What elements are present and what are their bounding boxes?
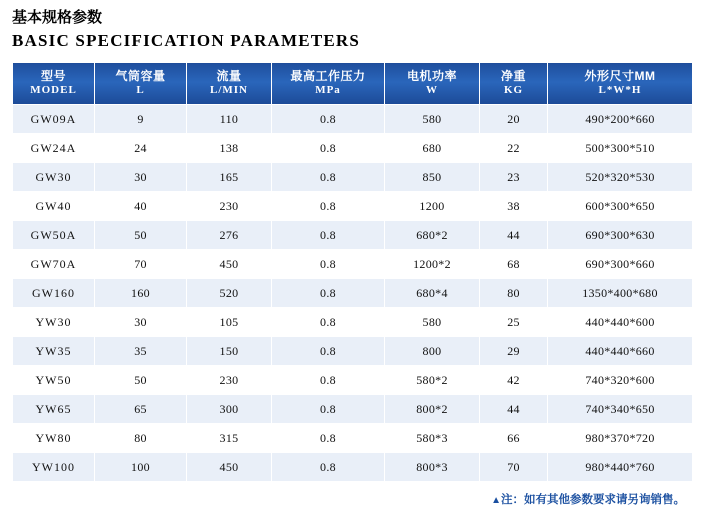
table-cell: 740*320*600 — [548, 366, 693, 395]
table-cell: 105 — [187, 308, 272, 337]
table-cell: 1200*2 — [385, 250, 480, 279]
column-header-model — [13, 63, 95, 105]
table-cell: 0.8 — [272, 163, 385, 192]
page-title-cn: 基本规格参数 — [12, 9, 103, 26]
cell-model: GW30 — [13, 163, 95, 192]
table-cell: 25 — [480, 308, 548, 337]
page-title-en: BASIC SPECIFICATION PARAMETERS — [12, 31, 361, 50]
table-cell: 160 — [95, 279, 187, 308]
table-row — [13, 192, 693, 221]
table-cell: 50 — [95, 366, 187, 395]
table-cell: 0.8 — [272, 366, 385, 395]
table-cell: 800*2 — [385, 395, 480, 424]
table-row — [13, 453, 693, 482]
table-cell: 50 — [95, 221, 187, 250]
column-header-flow-unit: L/MIN — [210, 84, 248, 96]
cell-model: GW40 — [13, 192, 95, 221]
table-cell: 440*440*660 — [548, 337, 693, 366]
table-cell: 600*300*650 — [548, 192, 693, 221]
column-header-flow — [187, 63, 272, 105]
table-cell: 70 — [95, 250, 187, 279]
table-cell: 9 — [95, 105, 187, 134]
table-cell: 980*370*720 — [548, 424, 693, 453]
table-cell: 20 — [480, 105, 548, 134]
table-cell: 680*2 — [385, 221, 480, 250]
table-cell: 690*300*660 — [548, 250, 693, 279]
triangle-icon: ▲ — [491, 495, 501, 506]
table-cell: 580*2 — [385, 366, 480, 395]
table-cell: 490*200*660 — [548, 105, 693, 134]
table-row — [13, 308, 693, 337]
table-row — [13, 279, 693, 308]
table-cell: 800 — [385, 337, 480, 366]
table-cell: 0.8 — [272, 221, 385, 250]
specification-table — [12, 62, 693, 482]
table-cell: 44 — [480, 395, 548, 424]
cell-model: YW65 — [13, 395, 95, 424]
table-cell: 23 — [480, 163, 548, 192]
table-cell: 110 — [187, 105, 272, 134]
table-cell: 680*4 — [385, 279, 480, 308]
table-cell: 38 — [480, 192, 548, 221]
cell-model: GW160 — [13, 279, 95, 308]
table-cell: 40 — [95, 192, 187, 221]
table-cell: 450 — [187, 453, 272, 482]
table-cell: 680 — [385, 134, 480, 163]
table-row — [13, 105, 693, 134]
table-cell: 230 — [187, 192, 272, 221]
column-header-model-en: MODEL — [30, 84, 77, 96]
cell-model: GW70A — [13, 250, 95, 279]
table-cell: 800*3 — [385, 453, 480, 482]
column-header-tank-capacity-unit: L — [136, 84, 145, 96]
table-cell: 580 — [385, 308, 480, 337]
column-header-net-weight-unit: KG — [503, 84, 524, 96]
cell-model: YW100 — [13, 453, 95, 482]
table-cell: 520*320*530 — [548, 163, 693, 192]
column-header-net-weight-cn: 净重 — [500, 69, 526, 83]
column-header-net-weight — [480, 63, 548, 105]
column-header-max-pressure-unit: MPa — [315, 84, 341, 96]
cell-model: YW35 — [13, 337, 95, 366]
table-row — [13, 221, 693, 250]
footnote-text: 注：如有其他参数要求请另询销售。 — [501, 494, 685, 506]
column-header-dimensions-cn: 外形尺寸MM — [584, 69, 656, 83]
table-cell: 165 — [187, 163, 272, 192]
table-cell: 690*300*630 — [548, 221, 693, 250]
table-row — [13, 424, 693, 453]
table-cell: 29 — [480, 337, 548, 366]
table-cell: 80 — [95, 424, 187, 453]
table-cell: 0.8 — [272, 250, 385, 279]
table-cell: 0.8 — [272, 308, 385, 337]
table-row — [13, 250, 693, 279]
table-header — [13, 63, 693, 105]
table-cell: 22 — [480, 134, 548, 163]
table-cell: 0.8 — [272, 279, 385, 308]
table-body — [13, 105, 693, 482]
table-cell: 850 — [385, 163, 480, 192]
table-header-row — [13, 63, 693, 105]
column-header-dimensions-en: L*W*H — [598, 84, 642, 96]
table-cell: 150 — [187, 337, 272, 366]
table-cell: 315 — [187, 424, 272, 453]
table-cell: 44 — [480, 221, 548, 250]
table-cell: 500*300*510 — [548, 134, 693, 163]
table-cell: 35 — [95, 337, 187, 366]
table-cell: 70 — [480, 453, 548, 482]
table-cell: 230 — [187, 366, 272, 395]
footnote — [10, 491, 685, 507]
table-cell: 300 — [187, 395, 272, 424]
table-cell: 0.8 — [272, 395, 385, 424]
table-row — [13, 337, 693, 366]
table-cell: 0.8 — [272, 337, 385, 366]
table-cell: 580*3 — [385, 424, 480, 453]
cell-model: YW30 — [13, 308, 95, 337]
cell-model: GW09A — [13, 105, 95, 134]
cell-model: GW24A — [13, 134, 95, 163]
table-cell: 0.8 — [272, 134, 385, 163]
table-cell: 440*440*600 — [548, 308, 693, 337]
column-header-motor-power-cn: 电机功率 — [406, 69, 457, 83]
column-header-motor-power — [385, 63, 480, 105]
table-cell: 980*440*760 — [548, 453, 693, 482]
table-cell: 0.8 — [272, 192, 385, 221]
table-cell: 138 — [187, 134, 272, 163]
table-cell: 520 — [187, 279, 272, 308]
table-cell: 580 — [385, 105, 480, 134]
table-row — [13, 134, 693, 163]
table-cell: 30 — [95, 163, 187, 192]
table-cell: 80 — [480, 279, 548, 308]
table-row — [13, 163, 693, 192]
column-header-tank-capacity — [95, 63, 187, 105]
table-cell: 42 — [480, 366, 548, 395]
table-cell: 66 — [480, 424, 548, 453]
cell-model: GW50A — [13, 221, 95, 250]
table-cell: 0.8 — [272, 424, 385, 453]
table-cell: 740*340*650 — [548, 395, 693, 424]
table-cell: 65 — [95, 395, 187, 424]
column-header-max-pressure-cn: 最高工作压力 — [290, 69, 366, 83]
column-header-dimensions — [548, 63, 693, 105]
table-cell: 276 — [187, 221, 272, 250]
column-header-motor-power-unit: W — [426, 84, 438, 96]
table-cell: 1350*400*680 — [548, 279, 693, 308]
cell-model: YW80 — [13, 424, 95, 453]
cell-model: YW50 — [13, 366, 95, 395]
column-header-tank-capacity-cn: 气筒容量 — [115, 69, 166, 83]
column-header-model-cn: 型号 — [40, 69, 66, 83]
column-header-flow-cn: 流量 — [216, 69, 242, 83]
column-header-max-pressure — [272, 63, 385, 105]
table-cell: 0.8 — [272, 453, 385, 482]
table-cell: 24 — [95, 134, 187, 163]
table-row — [13, 395, 693, 424]
table-row — [13, 366, 693, 395]
table-cell: 0.8 — [272, 105, 385, 134]
table-cell: 68 — [480, 250, 548, 279]
table-cell: 30 — [95, 308, 187, 337]
table-cell: 450 — [187, 250, 272, 279]
table-cell: 100 — [95, 453, 187, 482]
table-cell: 1200 — [385, 192, 480, 221]
